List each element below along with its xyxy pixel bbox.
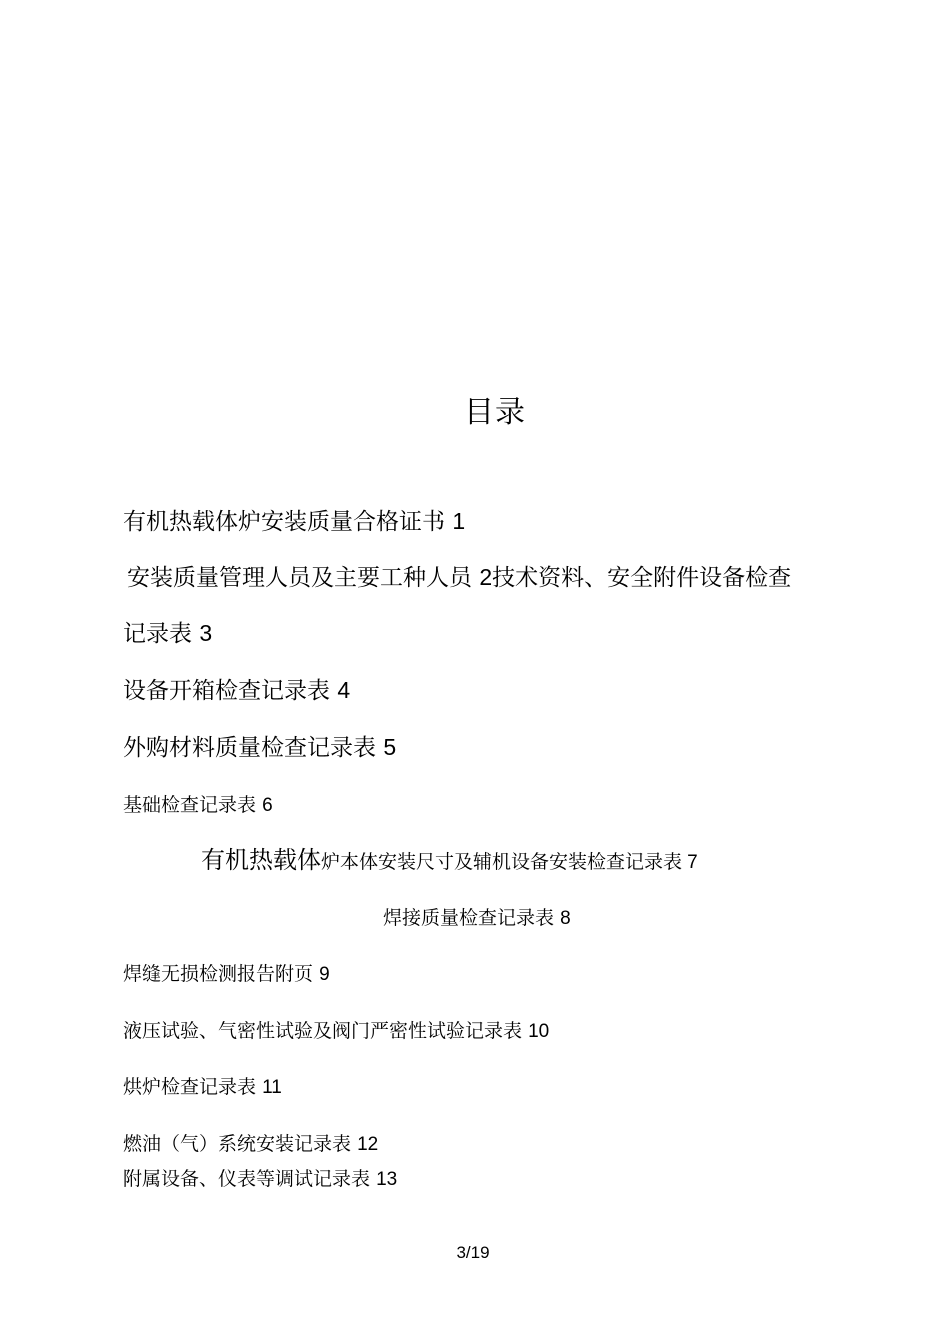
toc-entry-page: 8	[560, 908, 571, 929]
toc-entry-text: 炉本体安装尺寸及辅机设备安装检查记录表	[321, 851, 683, 873]
toc-entry-page: 12	[357, 1134, 379, 1155]
toc-entry-page: 11	[262, 1077, 282, 1098]
toc-entry-page: 1	[452, 508, 466, 534]
toc-entry-text: 烘炉检查记录表	[123, 1076, 257, 1098]
toc-entry-page: 5	[383, 734, 397, 760]
toc-entry-page: 6	[262, 795, 273, 816]
toc-entry-page: 10	[528, 1021, 550, 1042]
toc-entry-text: 附属设备、仪表等调试记录表	[123, 1168, 371, 1190]
toc-entry-page: 2	[479, 564, 493, 590]
toc-entry	[123, 734, 396, 763]
toc-entry	[123, 963, 330, 987]
toc-entry	[123, 1076, 282, 1100]
toc-entry-text: 焊接质量检查记录表	[383, 907, 555, 929]
toc-entry-text-continued: 技术资料、安全附件设备检查	[492, 565, 792, 591]
toc-entry-text: 设备开箱检查记录表	[123, 678, 330, 704]
toc-entry-text: 有机热载体炉安装质量合格证书	[123, 509, 445, 535]
toc-entry	[123, 1168, 397, 1192]
toc-entry-text: 基础检查记录表	[123, 794, 257, 816]
toc-entry-text-lead: 有机热载体	[201, 846, 321, 874]
toc-entry	[127, 564, 791, 593]
toc-entry-text: 液压试验、气密性试验及阀门严密性试验记录表	[123, 1020, 523, 1042]
toc-entry-text: 外购材料质量检查记录表	[123, 735, 376, 761]
toc-entry	[201, 846, 698, 875]
toc-entry-text: 记录表	[123, 621, 192, 647]
toc-title: 目录	[464, 395, 526, 430]
toc-entry	[383, 907, 571, 931]
toc-entry-page: 13	[376, 1169, 398, 1190]
toc-entry	[123, 1020, 549, 1044]
toc-entry-page: 9	[319, 964, 330, 985]
toc-entry	[123, 620, 212, 649]
toc-entry	[123, 508, 465, 537]
toc-entry	[123, 677, 350, 706]
page-number: 3/19	[456, 1243, 490, 1262]
toc-entry-page: 3	[199, 620, 213, 646]
toc-entry-text: 燃油（气）系统安装记录表	[123, 1133, 352, 1155]
toc-entry	[123, 794, 273, 818]
toc-entry	[123, 1133, 378, 1157]
toc-entry-page: 7	[687, 852, 698, 873]
toc-entry-text: 焊缝无损检测报告附页	[123, 963, 314, 985]
toc-entry-page: 4	[337, 677, 351, 703]
toc-entry-text: 安装质量管理人员及主要工种人员	[127, 565, 472, 591]
